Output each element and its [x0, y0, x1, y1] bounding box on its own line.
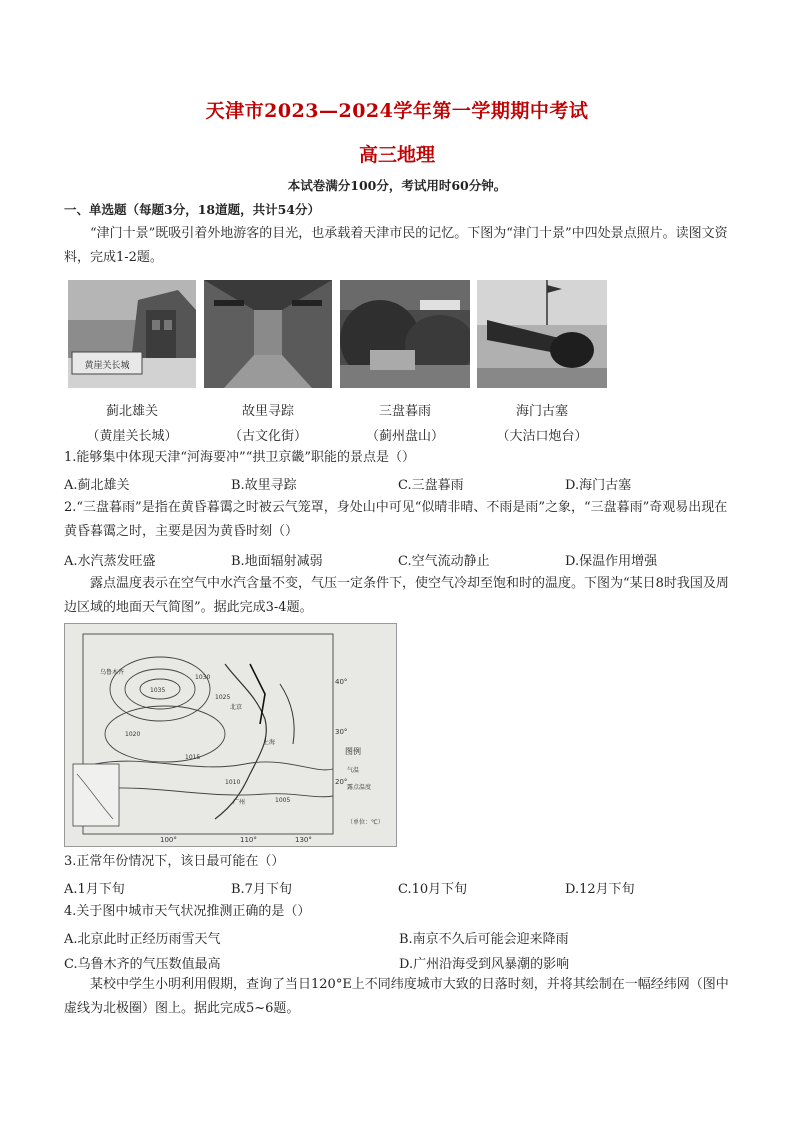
- lat-label-20: 20°: [335, 778, 348, 786]
- exam-note: 本试卷满分100分，考试用时60分钟。: [287, 178, 507, 193]
- exam-subject: 高三地理: [358, 144, 435, 166]
- q2-option-b: B.地面辐射减弱: [231, 554, 323, 569]
- q1-option-b: B.故里寻踪: [231, 478, 297, 493]
- q3-option-c: C.10月下旬: [398, 882, 468, 897]
- isobar-label-1005: 1005: [275, 797, 291, 804]
- intro-paragraph-2: 露点温度表示在空气中水汽含量不变，气压一定条件下，使空气冷却至饱和时的温度。下图为“某日8时我国及周边区域的地面天气简图”。据此完成3-4题。: [64, 576, 729, 615]
- photo-panshan-mountain: [340, 280, 470, 388]
- q4-option-c: C.乌鲁木齐的气压数值最高: [64, 957, 221, 972]
- intro-paragraph-3: 某校中学生小明利用假期，查询了当日120°E上不同纬度城市大致的日落时刻，并将其绘制在一幅经纬网（图中虚线为北极圈）图上。据此完成5~6题。: [64, 977, 729, 1016]
- exam-title: 天津市2023—2024学年第一学期期中考试: [205, 100, 589, 122]
- q4-option-b: B.南京不久后可能会迎来降雨: [399, 932, 569, 947]
- q2-option-a: A.水汽蒸发旺盛: [64, 554, 156, 569]
- lat-label-30: 30°: [335, 728, 348, 736]
- legend-title: 图例: [345, 747, 361, 756]
- isobar-label-1025: 1025: [215, 694, 231, 701]
- stone-sign-text: 黄崖关长城: [84, 361, 130, 371]
- q3-option-b: B.7月下旬: [231, 882, 292, 897]
- isobar-label-1010: 1010: [225, 779, 241, 786]
- photo-caption-4: 海门古塞: [515, 404, 568, 419]
- city-label-shanghai: 上海: [263, 739, 276, 746]
- q4-option-d: D.广州沿海受到风暴潮的影响: [399, 957, 570, 972]
- photo-subcaption-2: （古文化街）: [228, 429, 307, 444]
- question-1-options: [64, 474, 734, 493]
- legend-unit: （单位：℃）: [347, 819, 384, 826]
- lon-label-130: 130°: [295, 836, 312, 844]
- q1-option-d: D.海门古塞: [565, 478, 632, 493]
- isobar-label-1035: 1035: [150, 687, 166, 694]
- photo-caption-3: 三盘暮雨: [378, 404, 431, 419]
- photo-subcaption-4: （大沽口炮台）: [496, 429, 588, 444]
- section-heading: 一、单选题（每题3分，18道题，共计54分）: [64, 202, 320, 217]
- q2-option-c: C.空气流动静止: [398, 554, 490, 569]
- photo-subcaption-3: （蓟州盘山）: [365, 429, 444, 444]
- photo-dagukou-fort: [477, 280, 607, 388]
- photo-caption-1: 蓟北雄关: [105, 404, 158, 419]
- question-1-stem: 1.能够集中体现天津“河海要冲”“拱卫京畿”职能的景点是（）: [64, 450, 415, 465]
- q1-option-a: A.蓟北雄关: [64, 478, 130, 493]
- question-4-stem: 4.关于图中城市天气状况推测正确的是（）: [64, 904, 311, 919]
- lon-label-100: 100°: [160, 836, 177, 844]
- q1-option-c: C.三盘暮雨: [398, 478, 464, 493]
- legend-item-temp: 气温: [347, 767, 360, 774]
- question-2-stem: 2.“三盘暮雨”是指在黄昏暮霭之时被云气笼罩，身处山中可见“似晴非晴、不雨是雨”之象，“三盘暮雨”奇观易出现在黄昏暮霭之时，主要是因为黄昏时刻（）: [64, 500, 728, 539]
- weather-map: [64, 623, 397, 847]
- isobar-label-1015: 1015: [185, 754, 201, 761]
- q3-option-d: D.12月下旬: [565, 882, 635, 897]
- photo-ancient-street: [204, 280, 332, 388]
- q2-option-d: D.保温作用增强: [565, 554, 658, 569]
- lon-label-110: 110°: [240, 836, 257, 844]
- isobar-label-1020: 1020: [125, 731, 141, 738]
- photo-great-wall: [68, 280, 196, 388]
- city-label-guangzhou: 广州: [233, 799, 246, 806]
- legend-item-dewpoint: 露点温度: [347, 784, 372, 791]
- question-4-options-row-1: [64, 928, 734, 947]
- isobar-label-1030: 1030: [195, 674, 211, 681]
- city-label-urumqi: 乌鲁木齐: [100, 669, 125, 676]
- question-3-options: [64, 878, 734, 897]
- city-label-beijing: 北京: [230, 704, 243, 711]
- question-3-stem: 3.正常年份情况下，该日最可能在（）: [64, 854, 285, 869]
- photo-caption-2: 故里寻踪: [241, 404, 294, 419]
- q3-option-a: A.1月下旬: [64, 882, 125, 897]
- question-4-options-row-2: [64, 953, 734, 972]
- lat-label-40: 40°: [335, 678, 348, 686]
- question-2-options: [64, 550, 734, 569]
- q4-option-a: A.北京此时正经历雨雪天气: [64, 932, 221, 947]
- photo-subcaption-1: （黄崖关长城）: [86, 429, 178, 444]
- intro-paragraph-1: “津门十景”既吸引着外地游客的目光，也承载着天津市民的记忆。下图为“津门十景”中四处景点照片。读图文资料，完成1-2题。: [64, 226, 728, 265]
